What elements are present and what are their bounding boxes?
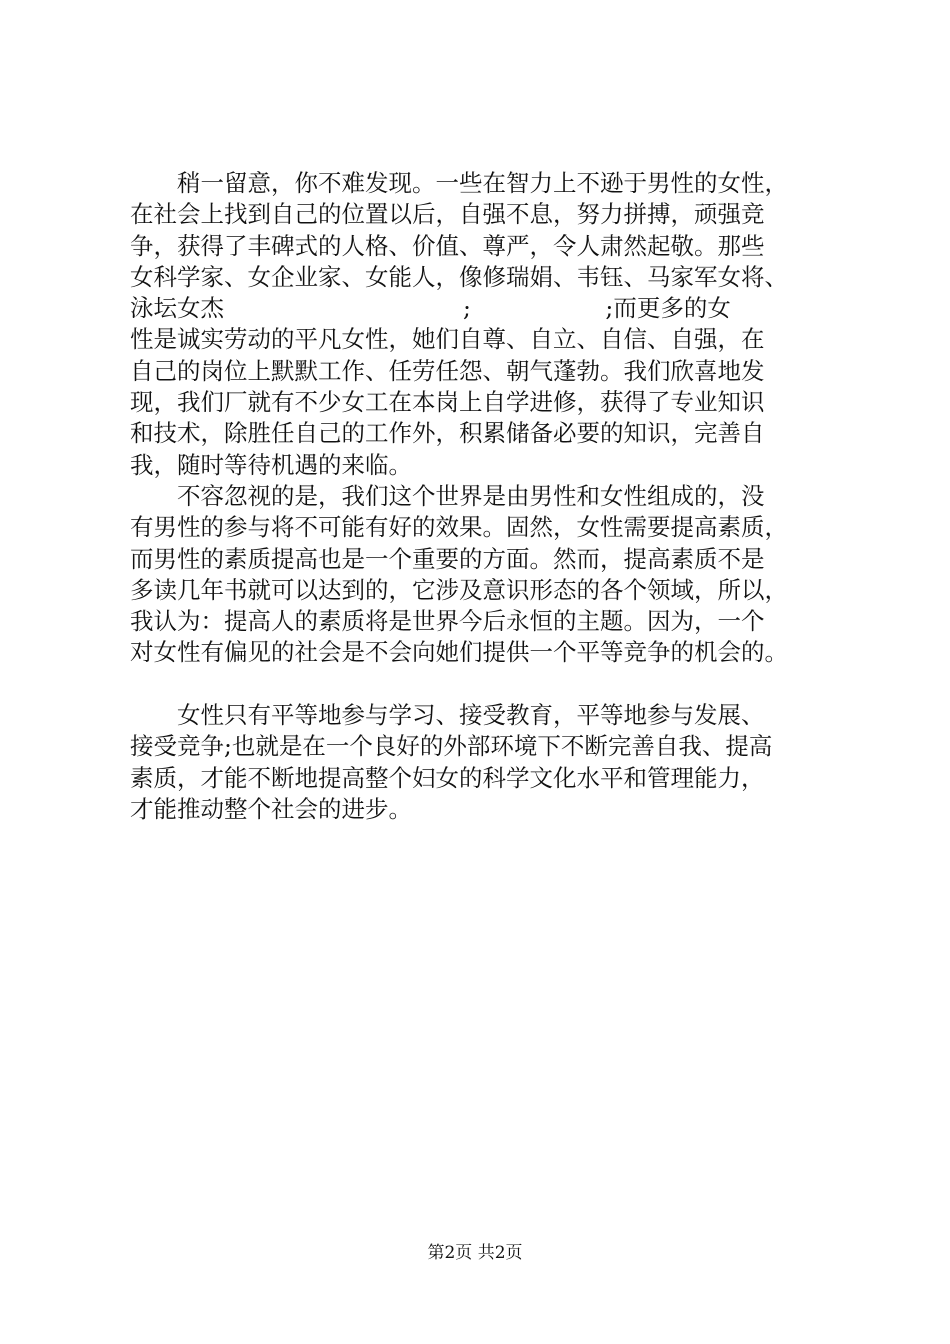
text-line: 和技术，除胜任自己的工作外，积累储备必要的知识，完善自 [130,419,765,448]
paragraph-3 [130,700,850,825]
text-line: 争，获得了丰碑式的人格、价值、尊严，令人肃然起敬。那些 [130,231,765,260]
text-line: 女科学家、女企业家、女能人，像修瑞娟、韦钰、马家军女将、 [130,262,788,291]
page-number-label: 第2页 共2页 [427,1243,523,1263]
paragraph-2 [130,481,850,669]
text-line: 多读几年书就可以达到的，它涉及意识形态的各个领域，所以， [130,575,788,604]
text-line: 我，随时等待机遇的来临。 [130,450,412,479]
text-line: 对女性有偏见的社会是不会向她们提供一个平等竞争的机会的。 [130,638,788,667]
text-line: 女性只有平等地参与学习、接受教育，平等地参与发展、 [130,701,765,730]
text-line: 接受竞争;也就是在一个良好的外部环境下不断完善自我、提高 [130,732,773,761]
document-body [130,168,850,825]
text-line: 我认为：提高人的素质将是世界今后永恒的主题。因为，一个 [130,607,765,636]
text-line: 现，我们厂就有不少女工在本岗上自学进修，获得了专业知识 [130,388,765,417]
paragraph-1 [130,168,850,481]
text-line: 不容忽视的是，我们这个世界是由男性和女性组成的，没 [130,481,765,510]
text-line: 在社会上找到自己的位置以后，自强不息，努力拼搏，顽强竞 [130,200,765,229]
text-line: 素质，才能不断地提高整个妇女的科学文化水平和管理能力， [130,763,765,792]
text-line: 才能推动整个社会的进步。 [130,794,412,823]
text-line: 泳坛女杰 ; ;而更多的女 [130,294,731,323]
text-line: 自己的岗位上默默工作、任劳任怨、朝气蓬勃。我们欣喜地发 [130,356,765,385]
text-line: 有男性的参与将不可能有好的效果。固然，女性需要提高素质， [130,513,788,542]
text-line: 稍一留意，你不难发现。一些在智力上不逊于男性的女性， [130,169,788,197]
paragraph-spacer [130,669,850,700]
text-line: 而男性的素质提高也是一个重要的方面。然而，提高素质不是 [130,544,765,573]
page-footer [0,1241,950,1265]
text-line: 性是诚实劳动的平凡女性，她们自尊、自立、自信、自强，在 [130,325,765,354]
